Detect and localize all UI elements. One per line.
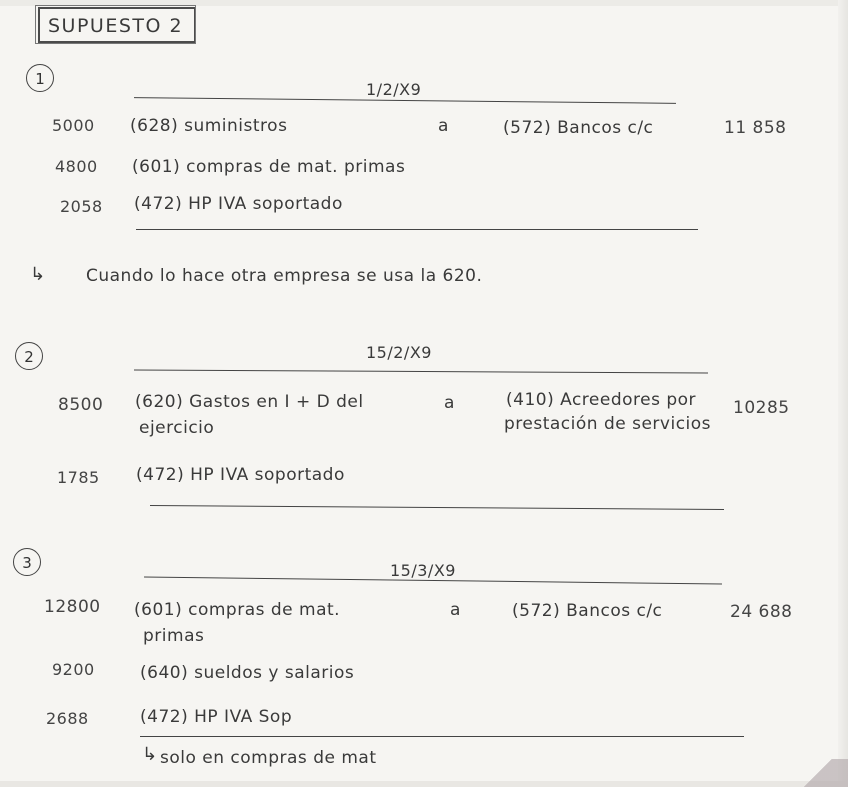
entry-3-debit-3-account: (472) HP IVA Sop (140, 707, 293, 727)
entry-2-bottom-rule (150, 505, 724, 510)
entry-1-debit-2-account: (601) compras de mat. primas (132, 157, 406, 177)
entry-1-credit-account: (572) Bancos c/c (503, 118, 654, 138)
entry-1-date: 1/2/X9 (366, 80, 422, 99)
entry-1-debit-3-account: (472) HP IVA soportado (134, 194, 343, 214)
page-top-edge (0, 0, 848, 6)
entry-1-connector: a (438, 116, 449, 136)
entry-3-credit-amount: 24 688 (730, 602, 793, 622)
entry-1-debit-1-account: (628) suministros (130, 116, 288, 136)
entry-3-debit-1-account-line1: (601) compras de mat. (134, 600, 341, 620)
entry-1-bottom-rule (136, 229, 698, 230)
entry-1-note: Cuando lo hace otra empresa se usa la 620. (86, 266, 483, 286)
entry-2-top-rule (134, 369, 708, 373)
arrow-icon: ↳ (30, 264, 46, 285)
entry-2-number-circle: 2 (15, 342, 43, 370)
entry-1-debit-2-amount: 4800 (55, 157, 98, 176)
entry-1-debit-1-amount: 5000 (52, 116, 95, 135)
entry-3-debit-1-amount: 12800 (44, 597, 101, 617)
entry-2-debit-1-amount: 8500 (58, 395, 104, 415)
entry-2-debit-1-account-line1: (620) Gastos en I + D del (135, 392, 364, 412)
entry-3-debit-3-amount: 2688 (46, 709, 89, 728)
page-bottom-edge (0, 781, 848, 787)
entry-3-number-circle: 3 (13, 548, 41, 576)
entry-3-bottom-rule (140, 736, 744, 737)
entry-2-credit-account-line2: prestación de servicios (504, 414, 712, 434)
page-corner-shadow (788, 759, 848, 787)
entry-2-credit-account-line1: (410) Acreedores por (506, 390, 697, 410)
page-title: SUPUESTO 2 (38, 7, 196, 43)
entry-3-debit-2-account: (640) sueldos y salarios (140, 663, 355, 683)
entry-3-credit-account: (572) Bancos c/c (512, 601, 663, 621)
entry-1-debit-3-amount: 2058 (60, 197, 103, 216)
entry-3-date: 15/3/X9 (390, 561, 456, 580)
page-right-edge (838, 0, 848, 787)
entry-1-number-circle: 1 (26, 64, 54, 92)
entry-3-note: solo en compras de mat (160, 748, 377, 768)
entry-3-connector: a (450, 600, 461, 620)
entry-2-debit-2-amount: 1785 (57, 468, 100, 487)
arrow-icon: ↳ (142, 744, 158, 765)
entry-2-debit-1-account-line2: ejercicio (139, 418, 215, 438)
entry-2-date: 15/2/X9 (366, 343, 432, 362)
entry-2-credit-amount: 10285 (733, 398, 790, 418)
entry-3-debit-1-account-line2: primas (143, 626, 205, 646)
entry-1-credit-amount: 11 858 (724, 118, 787, 138)
entry-2-connector: a (444, 393, 455, 413)
entry-3-debit-2-amount: 9200 (52, 660, 95, 679)
entry-2-debit-2-account: (472) HP IVA soportado (136, 465, 345, 485)
